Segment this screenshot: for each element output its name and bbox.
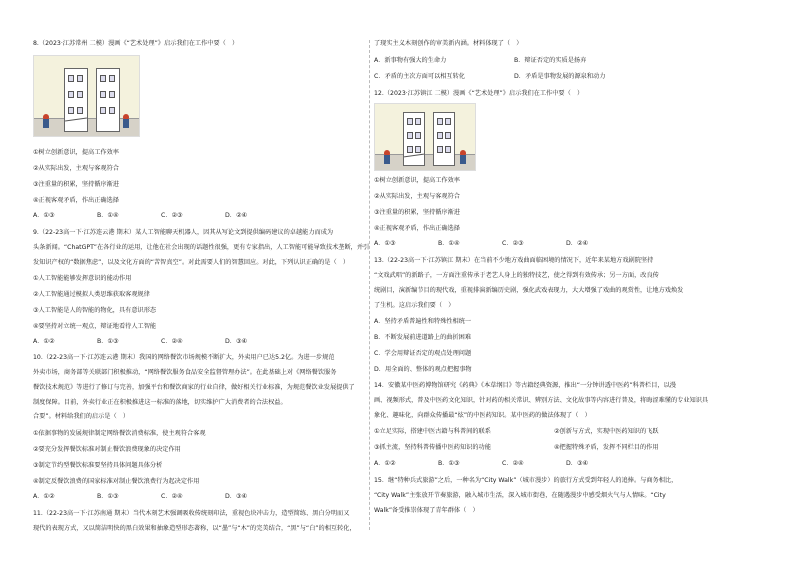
q8-item-4: ④正视客观矛盾，作出正确选择 xyxy=(33,197,119,204)
q10-item-2: ②要充分发挥餐饮标准对制止餐饮浪费现象的决定作用 xyxy=(33,446,181,453)
q10-options xyxy=(33,494,289,500)
q8-options xyxy=(33,213,289,219)
q12-item-1: ①树立创新意识，提高工作效率 xyxy=(374,177,460,184)
q10-option-d[interactable]: D．③④ xyxy=(225,493,248,500)
q9-option-c[interactable]: C．②④ xyxy=(161,338,183,345)
q9-line-2: 头条新闻。“ChatGPT”在各行业的运用，让他在社会出现的话题性很强，更有专家指出，人工智能可能导致技术垄断，并引 xyxy=(33,244,370,251)
q9-options xyxy=(33,339,289,345)
q13-line-1: 13.（22-23高一下·江苏镇江 期末）在当前不少地方戏曲面临困境的情况下，近年来某地方戏剧院坚持 xyxy=(374,257,654,264)
q11-option-b[interactable]: B．辩证否定的实质是扬弃 xyxy=(514,57,587,64)
q14-item-3: ③抓主流，坚持科普传播中医药知识的功能 xyxy=(374,444,491,451)
q11-options-row-2 xyxy=(374,74,605,80)
q10-line-3: 餐饮技术规范》等进行了修订与完善，加强平台和餐饮商家的行业自律，做好相关行业标准，为规范餐饮业发展提供了 xyxy=(33,384,355,391)
q12-item-3: ③注重量的积累，坚持循序渐进 xyxy=(374,209,460,216)
q15-line-1: 15．继“特种兵式旅游”之后，一种名为“City Walk”（城市漫步）的旅行方式受到年轻人的追捧。与商务相比， xyxy=(374,477,678,484)
q15-line-2: “City Walk”主张放开节奏旅游，融入城市生活，深入城市街巷，在随遇漫步中感受烟火气与人情味。“City xyxy=(374,492,666,499)
q10-option-b[interactable]: B．①③ xyxy=(97,493,119,500)
q10-item-4: ④制定反餐饮浪费的国家标准对制止餐饮浪费行为起决定作用 xyxy=(33,478,200,485)
q12-option-d[interactable]: D．②④ xyxy=(566,240,589,247)
q11-options-row-1 xyxy=(374,58,586,64)
q14-option-b[interactable]: B．①③ xyxy=(438,460,460,467)
q14-options xyxy=(374,461,630,467)
column-divider xyxy=(369,40,370,530)
q10-line-1: 10.（22-23高一下·江苏连云港 期末）我国的网络餐饮市场规模不断扩大，外卖用户已达5.2亿。为进一步规范 xyxy=(33,354,335,361)
q13-line-2: “文戏武唱”的新路子，一方面注重传承于老艺人身上的独特技艺，使之得到有效传承；另一方面，改良传 xyxy=(374,272,659,279)
q9-item-1: ①人工智能能够发挥意识的能动作用 xyxy=(33,275,132,282)
cartoon-image-q12 xyxy=(374,103,476,171)
q14-option-c[interactable]: C．②④ xyxy=(502,460,524,467)
q9-item-2: ②人工智能通过模拟人类思维获取客观规律 xyxy=(33,291,150,298)
q12-option-b[interactable]: B．①④ xyxy=(438,240,460,247)
cartoon-image-q8 xyxy=(33,55,140,137)
q8-stem: 8.（2023·江苏常州 二模）漫画《“艺术处理”》启示我们在工作中要（ ） xyxy=(33,40,239,47)
q12-item-4: ④正视客观矛盾，作出正确选择 xyxy=(374,225,460,232)
q14-line-2: 画、视频形式，普及中医药文化知识，针对药的相关常识、辨别方法、文化故事等内容进行普及，将晦涩难懂的专业知识具 xyxy=(374,397,709,404)
q9-option-b[interactable]: B．①③ xyxy=(97,338,119,345)
q11-line-1: 11.（22-23高一下·江苏南通 期末）当代木刻艺术强调吸收传统刻印法，重视色块冲击力，造型简练、黑白分明而又 xyxy=(33,510,350,517)
q8-option-c[interactable]: C．②③ xyxy=(161,212,183,219)
q12-option-a[interactable]: A．①③ xyxy=(374,240,396,247)
q9-item-4: ④要坚持对立统一观点，辩证地看待人工智能 xyxy=(33,323,157,330)
q12-stem: 12.（2023·江苏镇江 二模）漫画《“艺术处理”》启示我们在工作中要（ ） xyxy=(374,90,584,97)
q11-option-d[interactable]: D．矛盾是事物发展的源泉和动力 xyxy=(514,73,606,80)
q13-line-4: 了生机。这启示我们要（ ） xyxy=(374,302,455,309)
q10-option-a[interactable]: A．①② xyxy=(33,493,55,500)
q15-line-3: Walk”备受推崇体现了青年群体（ ） xyxy=(374,507,479,514)
q14-line-3: 象化、趣味化，向群众传播最“炫”的中医药知识。某中医药的做法体现了（ ） xyxy=(374,412,591,419)
q10-item-3: ③制定节约型餐饮标准要坚持具体问题具体分析 xyxy=(33,462,163,469)
q13-option-b[interactable]: B．不断发展前进道路上的曲折困难 xyxy=(374,334,472,341)
q13-option-a[interactable]: A．坚持矛盾普遍性和特殊性相统一 xyxy=(374,318,472,325)
q12-item-2: ②从实际出发，主观与客观符合 xyxy=(374,193,460,200)
q12-options xyxy=(374,241,630,247)
q14-option-d[interactable]: D．③④ xyxy=(566,460,589,467)
q14-option-a[interactable]: A．①② xyxy=(374,460,396,467)
q9-option-a[interactable]: A．①② xyxy=(33,338,55,345)
q12-option-c[interactable]: C．②③ xyxy=(502,240,524,247)
q10-line-2: 外卖市场，商务部等关联部门积极推动，“网络餐饮服务食品安全监督管理办法”。在此基础上对《网络餐饮服务 xyxy=(33,369,337,376)
q11-option-a[interactable]: A．新事物有强大的生命力 xyxy=(374,57,447,64)
q8-option-d[interactable]: D．②④ xyxy=(225,212,248,219)
q9-line-1: 9.（22-23高一下·江苏连云港 期末）某人工智能聊天机器人，因其从写论文到提供编码建议的卓越能力而成为 xyxy=(33,229,334,236)
q11-option-c[interactable]: C．矛盾的主次方面可以相互转化 xyxy=(374,73,465,80)
q8-option-b[interactable]: B．①④ xyxy=(97,212,119,219)
q10-line-5: 合要”。材料给我们的启示是（ ） xyxy=(33,413,130,420)
q13-option-c[interactable]: C．学会用辩证否定的观点处理问题 xyxy=(374,350,472,357)
q13-option-d[interactable]: D．用全面的、整体的观点把握事物 xyxy=(374,366,472,373)
q14-item-2: ②创新与方式，实现中医药知识的飞跃 xyxy=(554,428,659,435)
q10-option-c[interactable]: C．②④ xyxy=(161,493,183,500)
q10-item-1: ①依据事物的发展规律制定网络餐饮消费标准，使主观符合客观 xyxy=(33,430,206,437)
q11-line-2: 现代的表现方式，又以简洁明快的黑白效果和抽象造型形态著称，以“墨”与“木”的完美结合，“黑”与“白”的相互转化， xyxy=(33,525,356,532)
q8-item-1: ①树立创新意识，提高工作效率 xyxy=(33,149,119,156)
q10-line-4: 制度保障。目前，外卖行业正在积极推进这一标准的落地，切实维护广大消费者的合法权益。 xyxy=(33,399,287,406)
q14-item-4: ④把握特殊矛盾，发挥不同栏目的作用 xyxy=(554,444,659,451)
q9-line-3: 发知识产权的“数据焦虑”，以及文化方面的“苦智真空”。对此需要人们的智慧回应。对此，下列认识正确的是（ ） xyxy=(33,259,350,266)
q14-item-1: ①立足实际，搭建中医古籍与科普间的联系 xyxy=(374,428,491,435)
q14-items-row-1 xyxy=(374,429,659,435)
q9-option-d[interactable]: D．③④ xyxy=(225,338,248,345)
q14-line-1: 14．安徽某中医药博物馆研究《药典》《本草纲目》等古籍经典资源，推出“一分钟讲透中医药”科普栏目，以漫 xyxy=(374,382,676,389)
q13-line-3: 统剧目，演新编节目的现代戏，重视排演新编历史剧，强化武戏表现力，大大增强了戏曲的观赏性，让地方戏焕发 xyxy=(374,287,684,294)
q14-items-row-2 xyxy=(374,445,659,451)
q8-item-2: ②从实际出发，主观与客观符合 xyxy=(33,165,119,172)
q8-item-3: ③注重量的积累，坚持循序渐进 xyxy=(33,181,119,188)
q11-continuation: 了现实主义木刻创作的审美新内涵。材料体现了（ ） xyxy=(374,40,523,47)
q9-item-3: ③人工智能是人的智能的物化，具有意识形态 xyxy=(33,307,157,314)
q8-option-a[interactable]: A．①③ xyxy=(33,212,55,219)
